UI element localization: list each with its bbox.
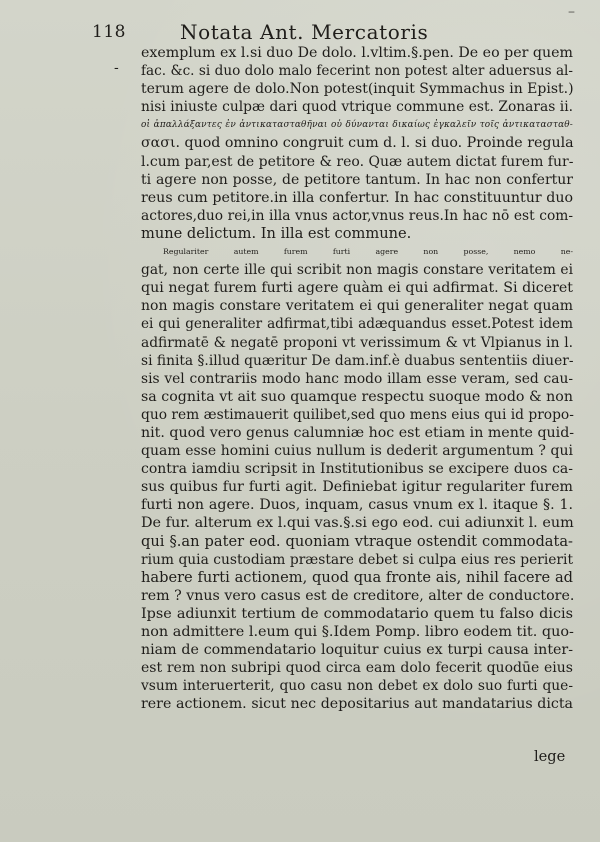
text-line: sus quibus fur furti agit. Definiebat igitur regulariter furem [141, 479, 573, 496]
paragraph-start-line: Regulariter autem furem furti agere non posse, nemo ne- [163, 247, 573, 257]
margin-mark: - [114, 60, 119, 76]
text-line: furti non agere. Duos, inquam, casus vnum ex l. itaque §. 1. [141, 497, 573, 514]
text-line: rium quia custodiam præstare debet si culpa eius res perierit [141, 551, 573, 568]
text-line: quam esse homini cuius nullum is dederit argumentum ? qui [141, 443, 573, 460]
text-block [141, 44, 573, 713]
text-line: si finita §.illud quæritur De dam.inf.è duabus sententiis diuer- [141, 352, 574, 369]
text-line: non magis constare veritatem ei qui generaliter negat quam [141, 298, 573, 315]
text-line: gat, non certe ille qui scribit non magis constare veritatem ei [141, 262, 573, 279]
text-line: terum agere de dolo.Non potest(inquit Symmachus in Epist.) [141, 81, 574, 98]
text-line: adfirmatē & negatē proponi vt verissimum & vt Vlpianus in l. [141, 334, 573, 351]
text-line: rem ? vnus vero casus est de creditore, alter de conductore. [141, 587, 575, 604]
text-line: qui negat furem furti agere quàm ei qui adfirmat. Si diceret [141, 280, 573, 297]
greek-line: οἱ ἀπαλλάξαντες ἐν ἀντικατασταθῆναι οὐ δύνανται δικαίως ἐγκαλεῖν τοῖς ἀντικατασταθ- [141, 120, 573, 131]
text-line: reus cum petitore.in illa confertur. In hac constituuntur duo [141, 189, 573, 206]
text-line: quo rem æstimauerit quilibet,sed quo mens eius qui id propo- [141, 406, 574, 423]
text-line: nisi iniuste culpæ dari quod vtrique commune est. Zonaras ii. [141, 99, 573, 116]
text-line: σασι. quod omnino congruit cum d. l. si duo. Proinde regula [141, 135, 574, 152]
text-line: habere furti actionem, quod qua fronte ais, nihil facere ad [141, 568, 573, 586]
text-line: sis vel contrariis modo hanc modo illam esse veram, sed cau- [141, 370, 573, 387]
text-line: Ipse adiunxit tertium de commodatario quem tu falso dicis [141, 605, 573, 622]
text-line: rere actionem. sicut nec depositarius aut mandatarius dicta [141, 696, 573, 713]
text-line: vsum interuerterit, quo casu non debet ex dolo suo furti que- [141, 678, 573, 695]
text-line: contra iamdiu scripsit in Institutionibus se excipere duos ca- [141, 461, 573, 478]
page-number: 118 [92, 22, 126, 42]
text-line: exemplum ex l.si duo De dolo. l.vltim.§.pen. De eo per quem [141, 45, 573, 61]
text-line: De fur. alterum ex l.qui vas.§.si ego eod. cui adiunxit l. eum [141, 515, 574, 532]
text-line: ei qui generaliter adfirmat,tibi adæquandus esset.Potest idem [141, 316, 573, 333]
corner-mark: – [568, 4, 575, 20]
text-line: fac. &c. si duo dolo malo fecerint non potest alter aduersus al- [141, 63, 573, 80]
catchword: lege [534, 748, 566, 765]
text-line: qui §.an pater eod. quoniam vtraque ostendit commodata- [141, 532, 573, 550]
text-line: l.cum par,est de petitore & reo. Quæ autem dictat furem fur- [141, 153, 574, 170]
text-line: est rem non subripi quod circa eam dolo fecerit quodūe eius [141, 660, 573, 677]
text-line: actores,duo rei,in illa vnus actor,vnus reus.In hac nō est com- [141, 207, 573, 224]
text-line: ti agere non posse, de petitore tantum. In hac non confertur [141, 171, 573, 188]
text-line: niam de commendatario loquitur cuius ex turpi causa inter- [141, 642, 573, 659]
text-line: non admittere l.eum qui §.Idem Pomp. libro eodem tit. quo- [141, 624, 574, 640]
text-line: mune delictum. In illa est commune. [141, 224, 412, 242]
text-line: nit. quod vero genus calumniæ hoc est etiam in mente quid- [141, 424, 575, 441]
page-header [0, 14, 600, 44]
running-head: Notata Ant. Mercatoris [180, 20, 429, 44]
text-line: sa cognita vt ait suo quamque respectu suoque modo & non [141, 388, 573, 405]
